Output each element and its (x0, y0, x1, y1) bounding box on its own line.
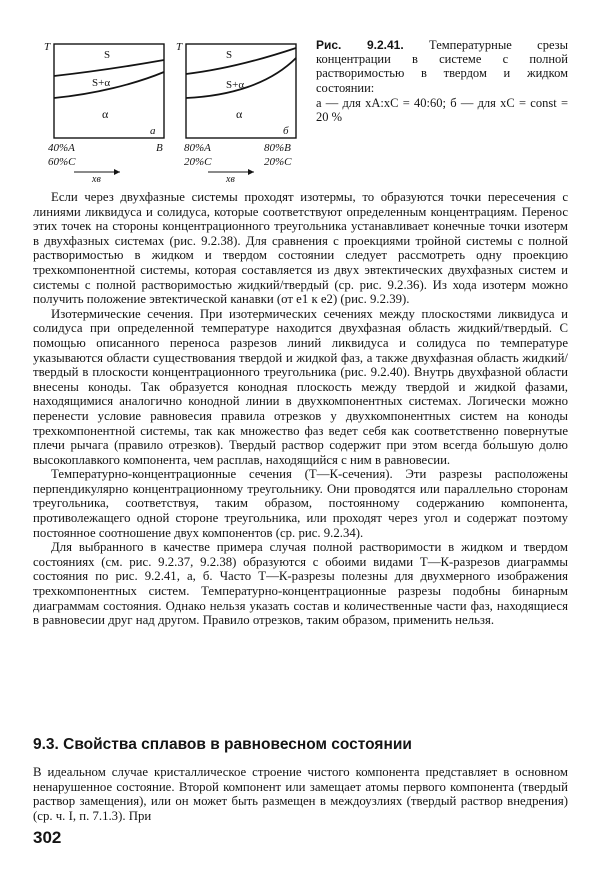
panel-a-axis-t: T (44, 41, 51, 53)
phase-diagrams (40, 36, 308, 184)
panel-a-letter: а (150, 125, 156, 137)
panel-a-region-s: S (104, 49, 111, 61)
panel-a-x-arrowhead (114, 169, 120, 175)
panel-b-axis-x: xв (226, 174, 235, 184)
paragraph-3: Температурно-концентрационные сечения (Т—К-сечения). Эти разрезы расположены перпендикулярно концентрационному треугольнику. Они проводятся или параллельно сторонам треугольника, соответствуя, таким образом, постоянному содержанию компонента, противолежащего одной стороне треугольника, или проходят через угол и содержат поэтому постоянное соотношение двух компонентов (ср. рис. 9.2.34). (33, 467, 568, 540)
panel-a-right-corner: B (156, 142, 163, 154)
panel-a-liquidus (54, 60, 164, 76)
figure-caption (316, 38, 568, 124)
panel-b-left-label-1: 80%A (184, 142, 211, 154)
paragraph-1: Если через двухфазные системы проходят изотермы, то образуются точки пересечения с линиями ликвидуса и солидуса, которые соответствуют определенным концентрациям. Перенос этих точек на стороны концентрационного треугольника устанавливает конечные точки изотерм в двухфазных системах (рис. 9.2.38). Для сравнения с проекциями тройной системы с полной растворимостью в жидком и твердом состоянии следует рассмотреть одну проекцию трехкомпонентной системы, которая составляется из двух эвтектических двухфазных систем и системы с полной растворимостью жидкий/твердый (ср. рис. 9.2.36). Из хода изотерм можно получить положение эвтектической канавки (от e1 к e2) (рис. 9.2.39). (33, 190, 568, 307)
panel-a-left-label-1: 40%A (48, 142, 75, 154)
panel-b-region-alpha: α (236, 107, 243, 121)
panel-b-region-s-alpha: S+α (226, 79, 245, 91)
section-body (33, 765, 568, 823)
panel-b-right-label-1: 80%B (264, 142, 291, 154)
panel-a-region-alpha: α (102, 107, 109, 121)
panel-b (176, 41, 296, 184)
panel-b-region-s: S (226, 49, 233, 61)
figure-9-2-41 (40, 36, 308, 184)
paragraph-2: Изотермические сечения. При изотермических сечениях между плоскостями ликвидуса и солидуса при определенной температуре находится двухфазная область жидкий/твердый. С помощью описанного переноса разрезов линий ликвидуса и солидуса по температуре указываются области существования твердой и жидкой фаз, а также двухфазная область жидкий/твердый в плоскости концентрационного треугольника (рис. 9.2.40). Внутрь двухфазной области внесены коноды. Так образуется конодная плоскость между твердой и жидкой фазами, находящимися аналогично конодной линии в двухкомпонентных системах. Логически можно перенести условие равновесия правила отрезков у двухкомпонентных систем на коноды трехкомпонентной системы, так как множество фаз ведет себя как соответственно повернутые плечи рычага (правило отрезков). Твердый раствор содержит при этом всегда бо́льшую долю высокоплавкого компонента, чем расплав, находящийся с ним в равновесии. (33, 306, 568, 467)
panel-b-frame (186, 44, 296, 138)
panel-a (44, 41, 164, 184)
page-number: 302 (33, 828, 62, 847)
body-text (33, 190, 568, 628)
section-paragraph: В идеальном случае кристаллическое строение чистого компонента представляет в основном ненарушенное состояние. Второй компонент или замещает атомы первого компонента (твердый раствор замещения), или он может быть размещен в междоузлиях (твердый раствор внедрения) (ср. ч. I, п. 7.1.3). При (33, 765, 568, 823)
panel-b-axis-t: T (176, 41, 183, 53)
caption-label: Рис. 9.2.41. (316, 38, 404, 52)
panel-a-left-label-2: 60%C (48, 156, 76, 168)
panel-a-axis-x: xв (92, 174, 101, 184)
caption-subtitle: а — для xA:xC = 40:60; б — для xC = const = 20 % (316, 95, 568, 125)
panel-a-region-s-alpha: S+α (92, 77, 111, 89)
panel-b-left-label-2: 20%C (184, 156, 212, 168)
panel-b-letter: б (283, 125, 289, 137)
caption-text: Температурные срезы концентрации в системе с полной растворимостью в твердом и жидком состоянии: (316, 38, 569, 95)
panel-b-liquidus (186, 48, 296, 74)
panel-b-x-arrowhead (248, 169, 254, 175)
panel-b-right-label-2: 20%C (264, 156, 292, 168)
section-heading: 9.3. Свойства сплавов в равновесном состоянии (33, 736, 412, 753)
paragraph-4: Для выбранного в качестве примера случая полной растворимости в жидком и твердом состояниях (см. рис. 9.2.37, 9.2.38) образуются с обоими видами Т—К-разрезов диаграммы состояния по рис. 9.2.41, а, б. Часто Т—К-разрезы полезны для двухмерного изображения трехкомпонентных систем. Температурно-концентрационные разрезы подобны бинарным диаграммам состояния. Однако нельзя указать состав и количественные части фаз, находящиеся в равновесии друг над другом. Правило отрезков, таким образом, применить нельзя. (33, 540, 568, 628)
